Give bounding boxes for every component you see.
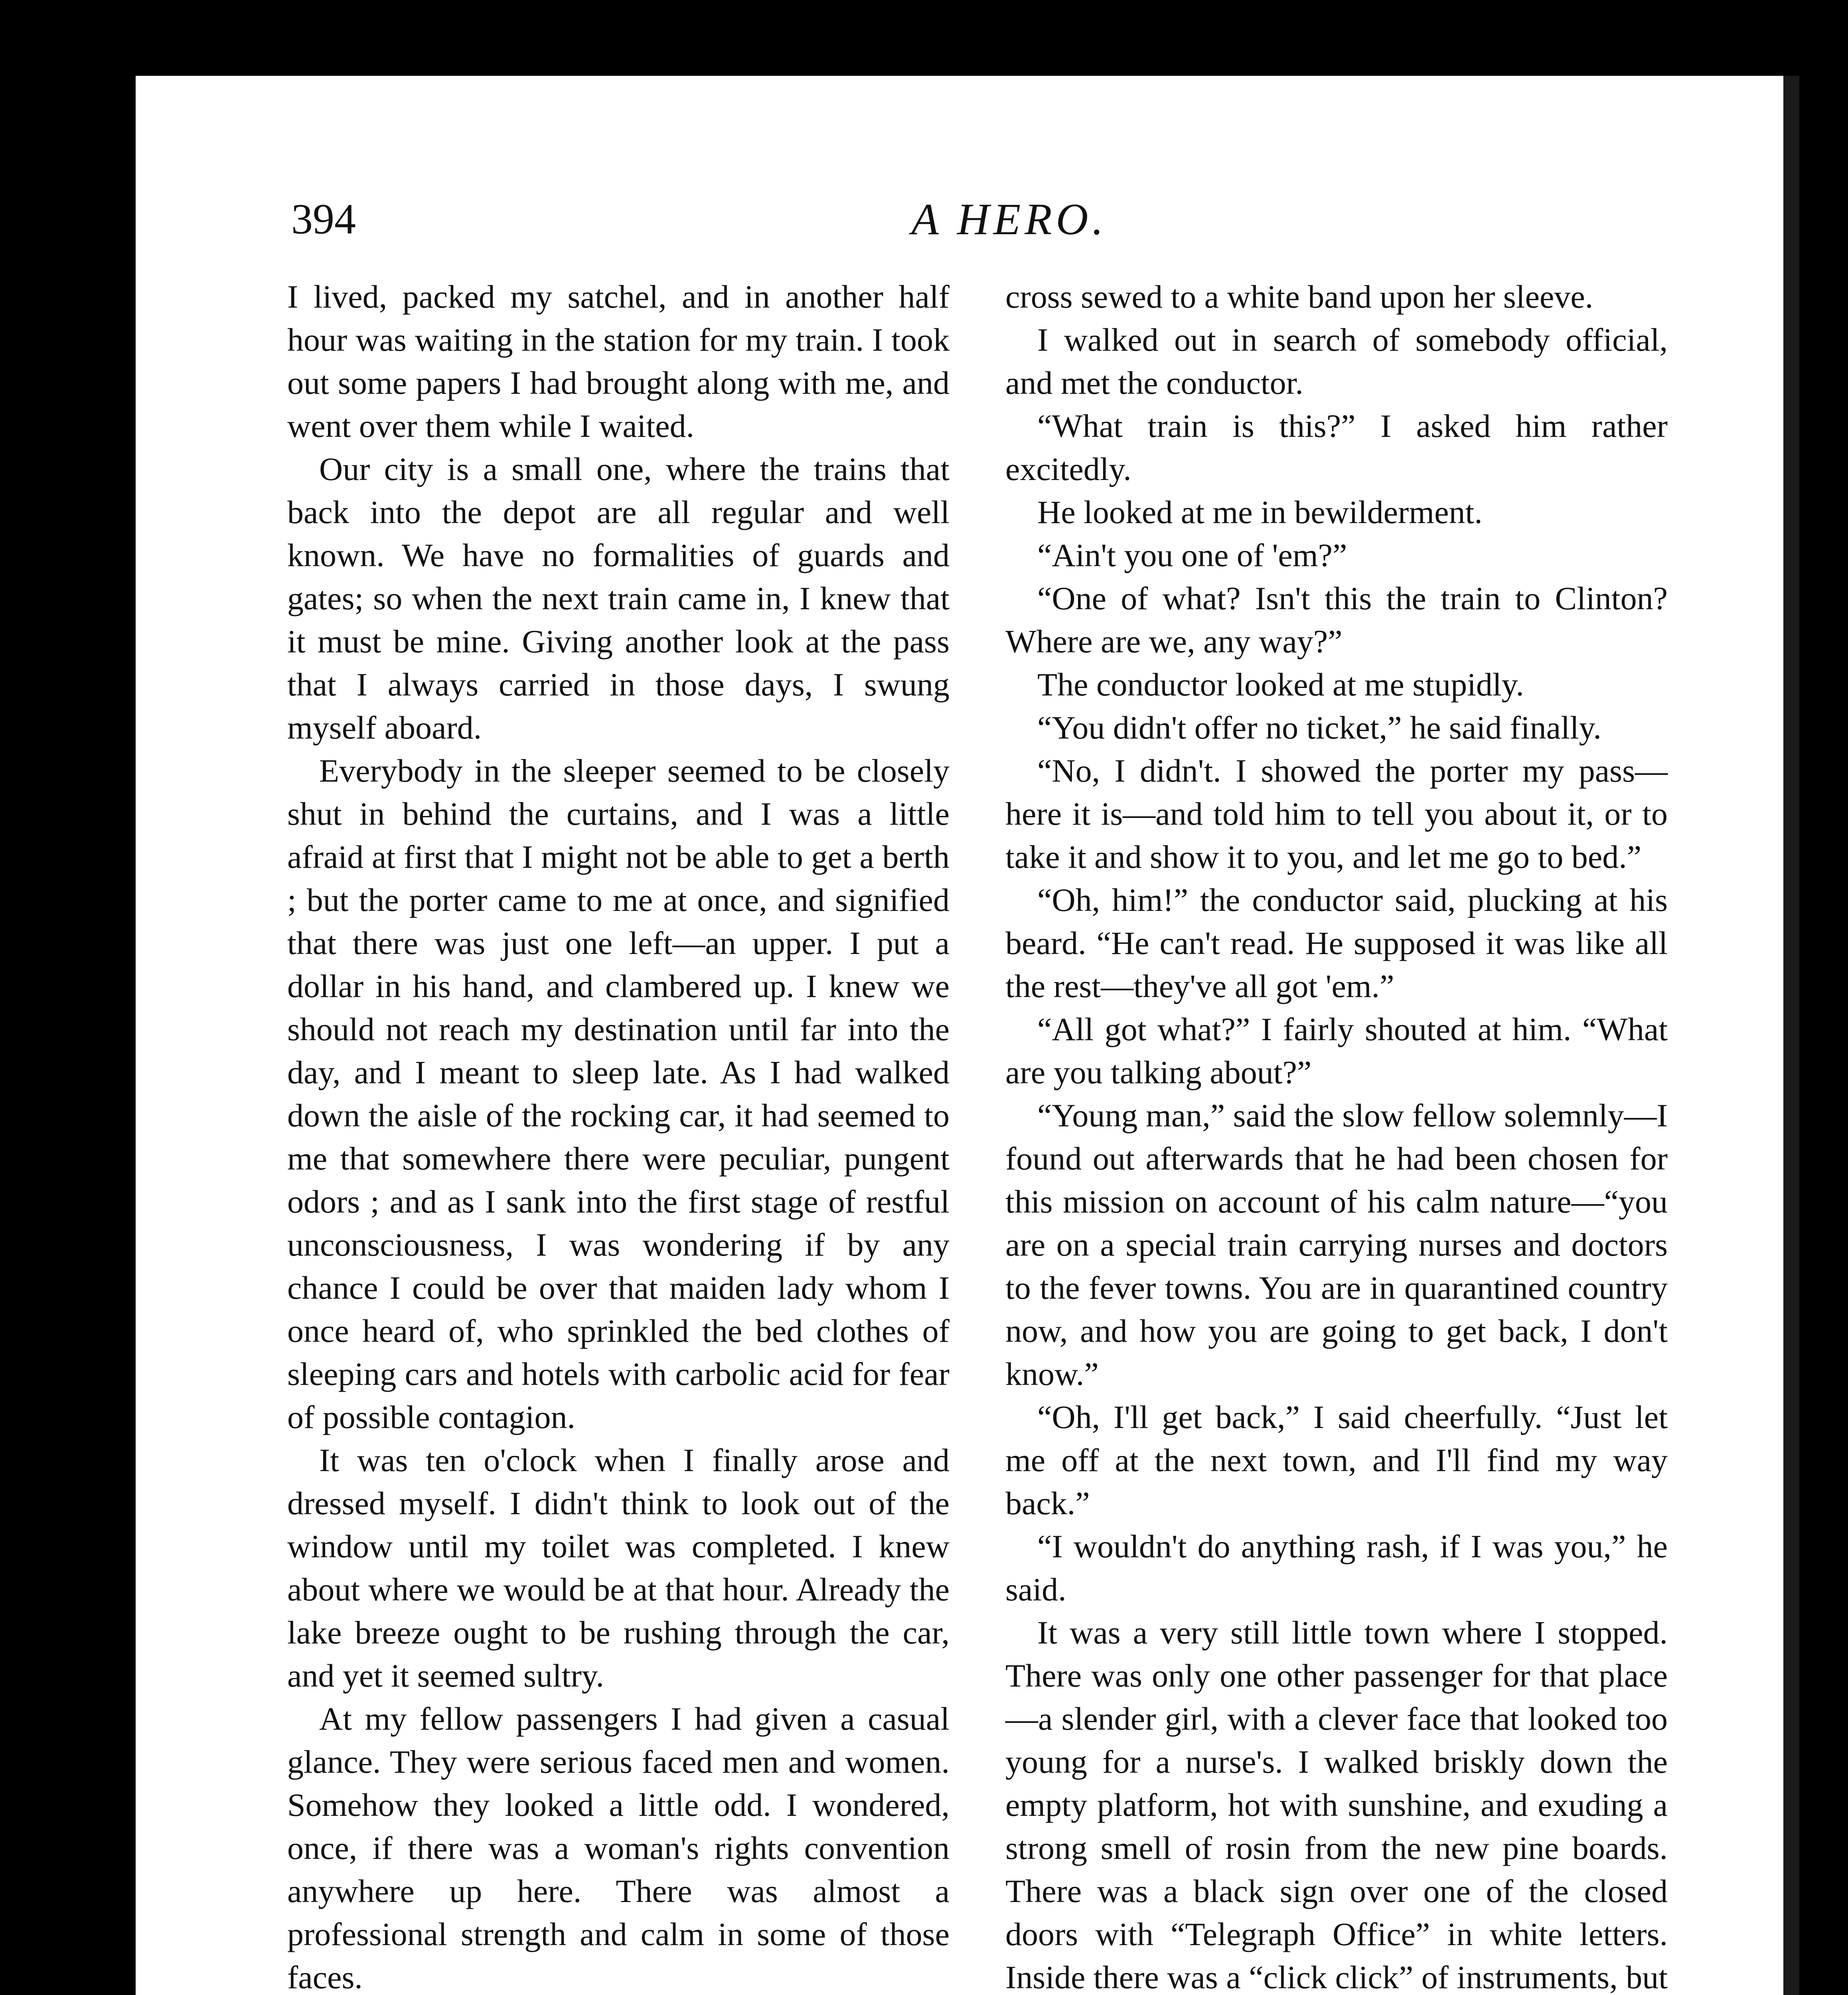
paragraph: I walked out in search of somebody official, and met the conductor. bbox=[1005, 322, 1668, 401]
page-binding-edge bbox=[1783, 76, 1799, 1995]
paragraph: “You didn't offer no ticket,” he said finally. bbox=[1037, 709, 1601, 746]
paragraph: “I wouldn't do anything rash, if I was you,” he said. bbox=[1005, 1528, 1668, 1608]
paragraph: “No, I didn't. I showed the porter my pass—here it is—and told him to tell you about it, or to take it and show it to you, and let me go to bed.” bbox=[1005, 753, 1668, 875]
paragraph: “What train is this?” I asked him rather excitedly. bbox=[1005, 408, 1668, 487]
right-column bbox=[1005, 275, 1668, 1995]
paragraph: He looked at me in bewilderment. bbox=[1037, 494, 1483, 530]
paragraph: “Oh, him!” the conductor said, plucking at his beard. “He can't read. He supposed it was like all the rest—they've all got 'em.” bbox=[1005, 882, 1668, 1004]
scanned-page bbox=[136, 76, 1783, 1995]
paragraph: I lived, packed my satchel, and in another half hour was waiting in the station for my train. I took out some papers I had brought along with me, and went over them while I waited. bbox=[287, 279, 950, 444]
running-title: A HERO. bbox=[911, 195, 1108, 244]
paragraph: “All got what?” I fairly shouted at him. “What are you talking about?” bbox=[1005, 1011, 1668, 1090]
paragraph: The conductor looked at me stupidly. bbox=[1037, 666, 1524, 703]
paragraph: It was ten o'clock when I finally arose and dressed myself. I didn't think to look out of the window until my toilet was completed. I knew about where we would be at that hour. Already the lake breeze ought to be rushing through the car, and yet it seemed sultry. bbox=[287, 1442, 950, 1694]
page-number: 394 bbox=[291, 196, 356, 243]
paragraph: At my fellow passengers I had given a casual glance. They were serious faced men and women. Somehow they looked a little odd. I wondered, once, if there was a woman's rights convention anywhere up here. There was almost a professional strength and calm in some of those faces. bbox=[287, 1701, 950, 1995]
left-column bbox=[287, 275, 950, 1995]
paragraph: It was a very still little town where I stopped. There was only one other passenger for that place—a slender girl, with a clever face that looked too young for a nurse's. I walked briskly down the empty platform, hot with sunshine, and exuding a strong smell of rosin from the new pine boards. There was a black sign over one of the closed doors with “Telegraph Office” in white letters. Inside there was a “click click” of instruments, but bbox=[1005, 1614, 1668, 1995]
paragraph: “Ain't you one of 'em?” bbox=[1037, 537, 1347, 573]
page-header bbox=[136, 192, 1783, 247]
paragraph: Everybody in the sleeper seemed to be closely shut in behind the curtains, and I was a little afraid at first that I might not be able to get a berth ; but the porter came to me at once, and signified that there was just one left—an upper. I put a dollar in his hand, and clambered up. I knew we should not reach my destination until far into the day, and I meant to sleep late. As I had walked down the aisle of the rocking car, it had seemed to me that somewhere there were peculiar, pungent odors ; and as I sank into the first stage of restful unconsciousness, I was wondering if by any chance I could be over that maiden lady whom I once heard of, who sprinkled the bed clothes of sleeping cars and hotels with carbolic acid for fear of possible contagion. bbox=[287, 753, 950, 1435]
paragraph: “Oh, I'll get back,” I said cheerfully. “Just let me off at the next town, and I'll find my way back.” bbox=[1005, 1399, 1668, 1521]
paragraph: Our city is a small one, where the trains that back into the depot are all regular and well known. We have no formalities of guards and gates; so when the next train came in, I knew that it must be mine. Giving another look at the pass that I always carried in those days, I swung myself aboard. bbox=[287, 451, 950, 746]
paragraph: “One of what? Isn't this the train to Clinton? Where are we, any way?” bbox=[1005, 580, 1668, 660]
paragraph: cross sewed to a white band upon her sleeve. bbox=[1005, 279, 1593, 315]
paragraph: “Young man,” said the slow fellow solemnly—I found out afterwards that he had been chosen for this mission on account of his calm nature—“you are on a special train carrying nurses and doctors to the fever towns. You are in quarantined country now, and how you are going to get back, I don't know.” bbox=[1005, 1097, 1668, 1392]
